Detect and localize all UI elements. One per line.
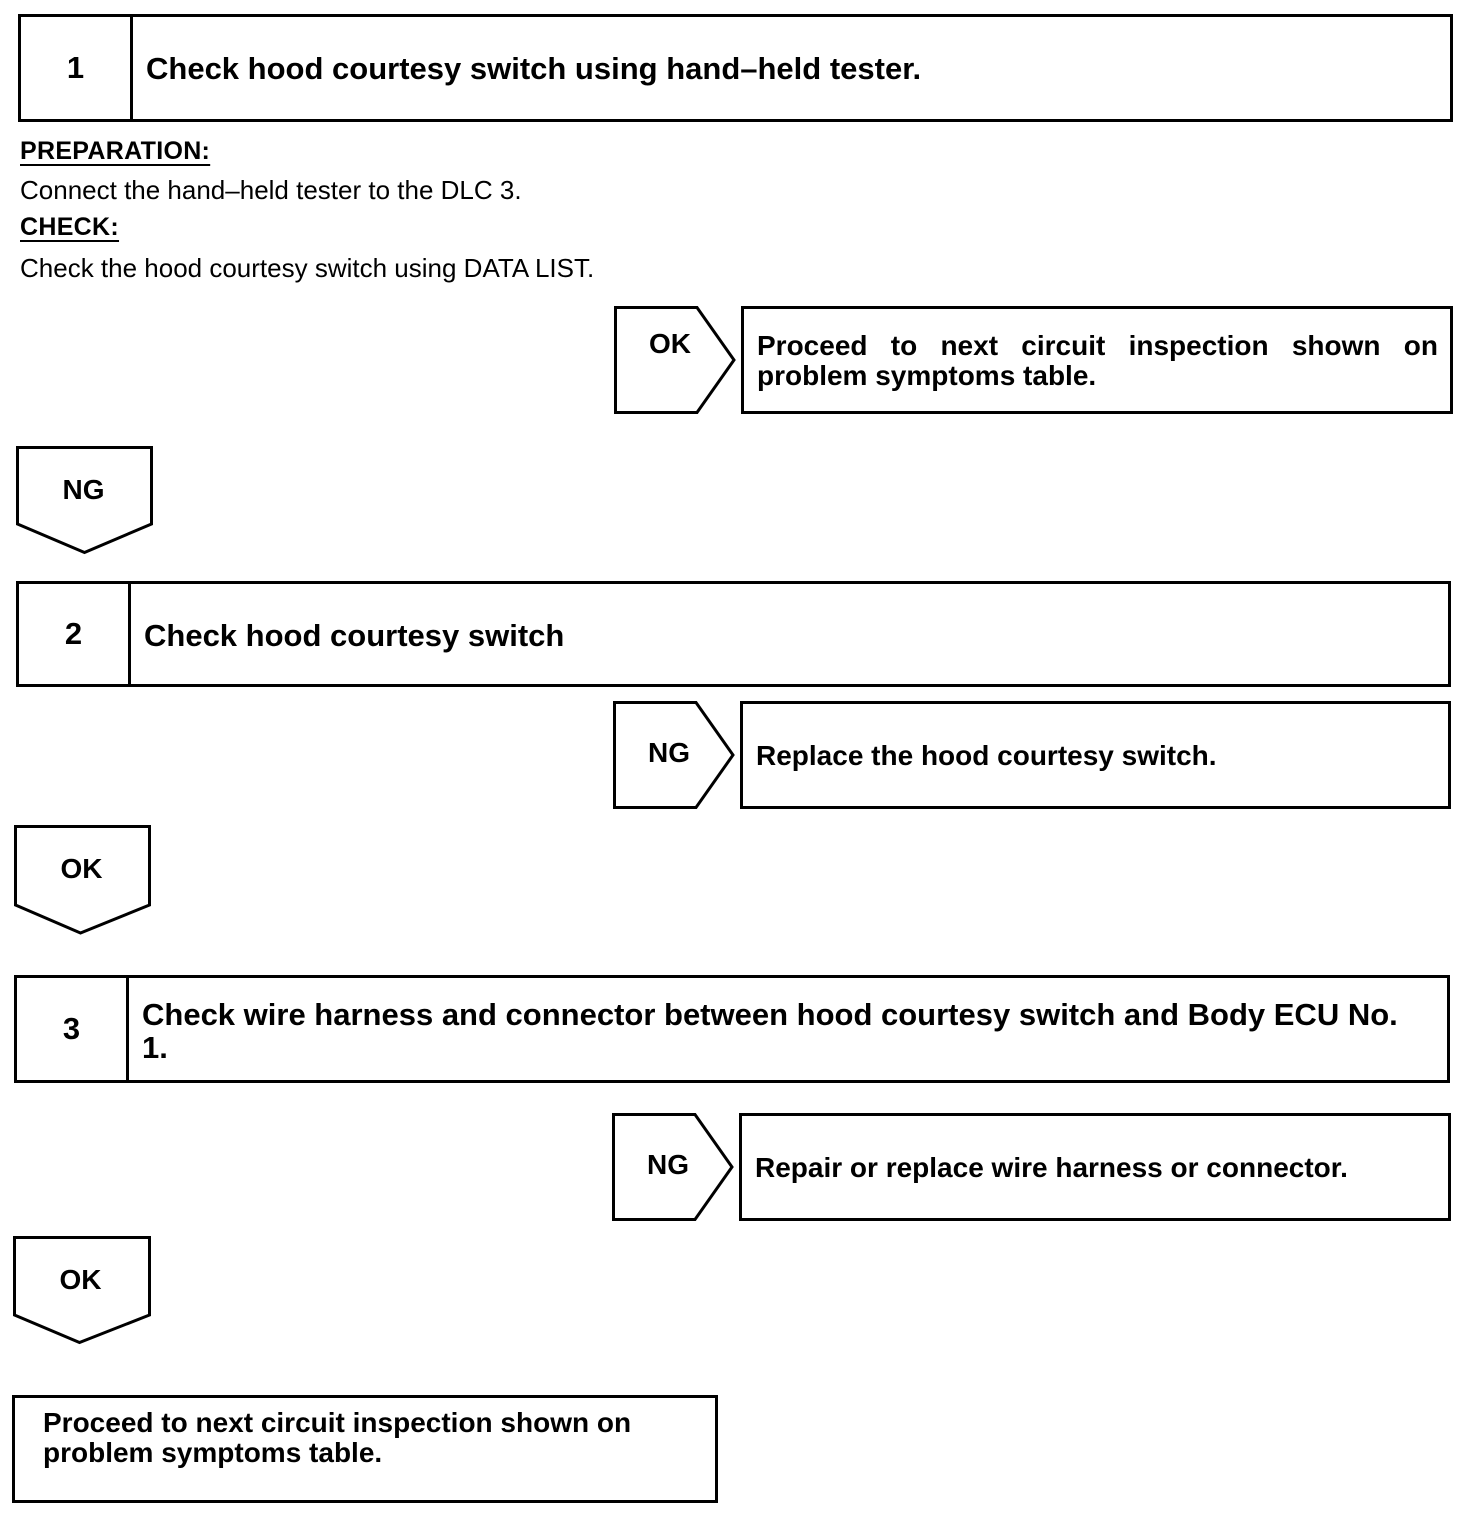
ng-branch-arrow-3	[612, 1113, 735, 1221]
step-3-title: Check wire harness and connector between hood courtesy switch and Body ECU No. 1.	[142, 997, 1398, 1065]
ok-down-arrow-1	[14, 825, 154, 937]
ok-down-label-2: OK	[59, 1264, 102, 1295]
ok-down-arrow-2	[13, 1236, 153, 1348]
check-text: Check the hood courtesy switch using DATA LIST.	[20, 253, 595, 283]
branch-2-result-text: Replace the hood courtesy switch.	[756, 740, 1217, 771]
step-1-number: 1	[21, 17, 133, 119]
preparation-label: PREPARATION:	[20, 137, 211, 165]
ng-branch-label-2: NG	[648, 737, 690, 768]
step-2-box	[16, 581, 1451, 687]
ng-down-label: NG	[62, 474, 105, 505]
ok-down-label-1: OK	[60, 853, 103, 884]
branch-1-result-text: Proceed to next circuit inspection shown on problem symptoms table.	[757, 330, 1438, 391]
final-result-text: Proceed to next circuit inspection shown on problem symptoms table.	[43, 1407, 632, 1468]
ng-branch-label-3: NG	[647, 1149, 689, 1180]
branch-2-result-box	[740, 701, 1451, 809]
ng-down-arrow	[16, 446, 156, 558]
step-2-title: Check hood courtesy switch	[144, 618, 565, 653]
preparation-text: Connect the hand–held tester to the DLC 3.	[20, 175, 522, 205]
final-result-box	[12, 1395, 718, 1503]
step-1-title: Check hood courtesy switch using hand–held tester.	[146, 51, 922, 86]
step-3-number: 3	[17, 978, 129, 1080]
step-2-number: 2	[19, 584, 131, 684]
right-arrow-shape	[614, 306, 737, 414]
branch-3-result-box	[739, 1113, 1451, 1221]
ok-branch-arrow-1	[614, 306, 737, 414]
step-3-box	[14, 975, 1450, 1083]
branch-1-result-box	[741, 306, 1453, 414]
ng-branch-arrow-2	[613, 701, 736, 809]
ok-branch-label-1: OK	[649, 328, 691, 359]
branch-3-result-text: Repair or replace wire harness or connector.	[755, 1152, 1348, 1183]
step-1-box	[18, 14, 1453, 122]
check-label: CHECK:	[20, 213, 120, 241]
